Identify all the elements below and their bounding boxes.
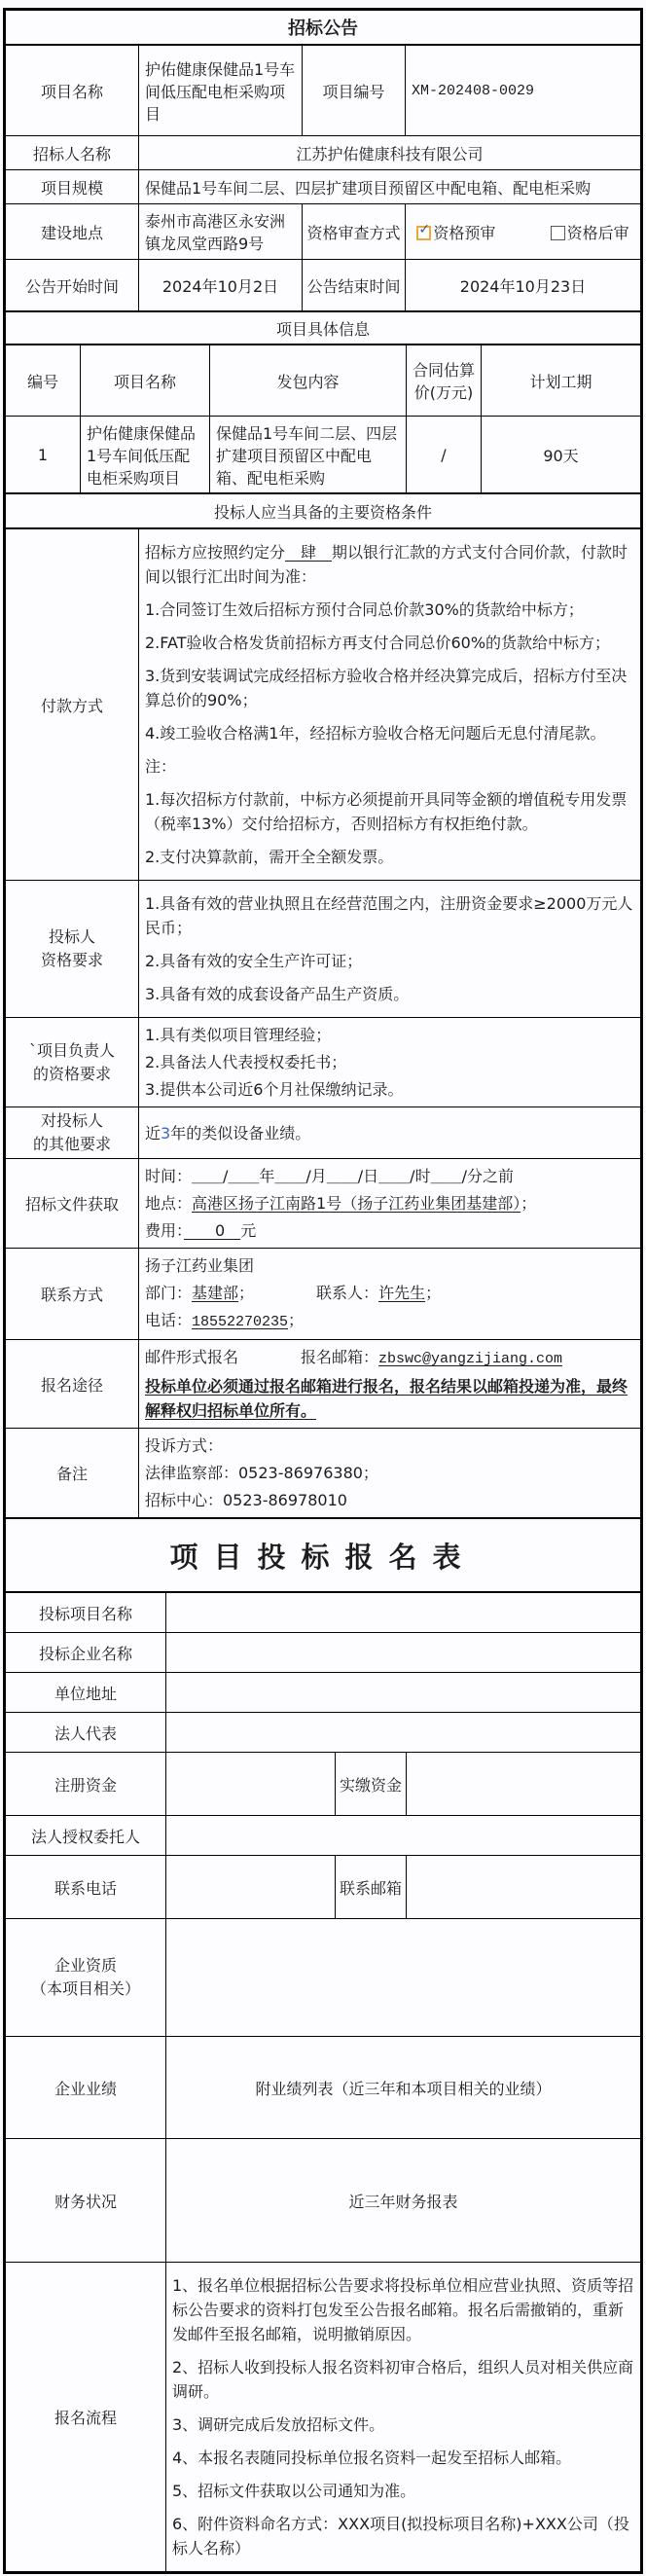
dept-value: 基建部 — [192, 1284, 239, 1302]
form-authorized-field — [166, 1816, 641, 1856]
project-name-label: 项目名称 — [6, 46, 139, 136]
text-line: 1.具有类似项目管理经验； — [145, 1026, 332, 1044]
form-finance-value: 近三年财务报表 — [166, 2139, 641, 2263]
end-time-label: 公告结束时间 — [303, 260, 406, 311]
form-email-field — [407, 1856, 641, 1919]
form-title-table — [5, 1518, 641, 1592]
col-header-name: 项目名称 — [81, 345, 210, 417]
text-line: 2、招标人收到投标人报名资料初审合格后，组织人员对相关供应商调研。 — [172, 2358, 634, 2401]
text-line — [145, 1218, 634, 1243]
table-row — [6, 1713, 641, 1753]
title-table — [5, 10, 641, 45]
text-line: 2.具备法人代表授权委托书； — [145, 1053, 347, 1071]
manager-qualification-label — [6, 1018, 139, 1107]
label-line: 投标人 — [48, 927, 95, 946]
table-row — [6, 1816, 641, 1856]
doc-acquisition-label: 招标文件获取 — [6, 1159, 139, 1249]
payment-intro-prefix: 招标方应按照约定分 — [145, 543, 286, 562]
form-company-label: 投标企业名称 — [6, 1633, 166, 1673]
table-row — [6, 260, 641, 311]
address-value: 高港区扬子江南路1号（扬子江药业集团基建部） — [192, 1194, 521, 1213]
text-line: 3.货到安装调试完成经招标方验收合格并经决算完成后，招标方付至决算总价的90%； — [145, 667, 628, 709]
form-address-field — [166, 1673, 641, 1713]
text-line: 招标中心：0523-86978010 — [145, 1491, 347, 1509]
form-qualification-label — [6, 1919, 166, 2037]
table-header-row — [6, 345, 641, 417]
table-row — [6, 1919, 641, 2037]
form-finance-label: 财务状况 — [6, 2139, 166, 2263]
form-performance-label: 企业业绩 — [6, 2037, 166, 2139]
col-header-duration: 计划工期 — [482, 345, 641, 417]
separator: ； — [425, 1284, 442, 1302]
qualification-table — [5, 528, 641, 1518]
text-line — [145, 1121, 634, 1145]
start-time-value: 2024年10月2日 — [139, 260, 303, 311]
form-process-content — [166, 2263, 641, 2572]
table-row — [6, 170, 641, 204]
fee-suffix: 元 — [240, 1221, 257, 1240]
col-header-price: 合同估算价(万元) — [407, 345, 482, 417]
table-row — [6, 1593, 641, 1633]
row-price: / — [407, 417, 482, 493]
payment-intro-blank: 肆 — [285, 543, 333, 562]
table-row — [6, 881, 641, 1018]
text-line: 时间：＿＿/＿＿年＿＿/月＿＿/日＿＿/时＿＿/分之前 — [145, 1167, 514, 1185]
text-line — [145, 1191, 634, 1215]
form-email-label: 联系邮箱 — [336, 1856, 407, 1919]
table-row — [6, 204, 641, 260]
col-header-no: 编号 — [6, 345, 81, 417]
prequalification-label: 资格预审 — [433, 223, 496, 242]
scale-label: 项目规模 — [6, 170, 139, 204]
registration-mode: 邮件形式报名 — [145, 1348, 239, 1366]
tenderer-label: 招标人名称 — [6, 136, 139, 170]
text-line: 1.具备有效的营业执照且在经营范围之内，注册资金要求≥2000万元人民币； — [145, 894, 633, 937]
table-row — [6, 2139, 641, 2263]
fee-value: 0 — [184, 1221, 241, 1240]
registration-notice: 投标单位必须通过报名邮箱进行报名，报名结果以邮箱投递为准，最终解释权归招标单位所有。 — [145, 1377, 628, 1420]
text-line: 2.具备有效的安全生产许可证； — [145, 952, 363, 970]
bidder-qualification-label — [6, 881, 139, 1018]
row-name: 护佑健康保健品1号车间低压配电柜采购项目 — [81, 417, 210, 493]
form-title: 项目投标报名表 — [6, 1519, 641, 1592]
check-icon: ✓ — [418, 221, 431, 237]
text-line: 法律监察部：0523-86976380； — [145, 1464, 378, 1482]
label-line: （本项目相关） — [30, 1979, 140, 1998]
manager-qualification-content — [139, 1018, 641, 1107]
table-row — [6, 136, 641, 170]
qualification-banner: 投标人应当具备的主要资格条件 — [6, 494, 641, 528]
text-line: 1.合同签订生效后招标方预付合同总价款30%的货款给中标方； — [145, 600, 584, 619]
text-line: 3.具备有效的成套设备产品生产资质。 — [145, 985, 410, 1003]
registration-form-table — [5, 1592, 641, 2572]
row-no: 1 — [6, 417, 81, 493]
form-reg-capital-label: 注册资金 — [6, 1753, 166, 1816]
form-legal-rep-label: 法人代表 — [6, 1713, 166, 1753]
project-no-value: XM-202408-0029 — [406, 46, 641, 136]
text-line: 2.FAT验收合格发货前招标方再支付合同总价60%的货款给中标方； — [145, 634, 611, 652]
registration-path-label: 报名途径 — [6, 1340, 139, 1429]
text-line: 6、附件资料命名方式：XXX项目(拟投标项目名称)+XXX公司（投标人名称） — [172, 2515, 629, 2558]
contact-label: 联系方式 — [6, 1249, 139, 1340]
person-label: 联系人： — [316, 1284, 379, 1302]
other-suffix: 年的类似设备业绩。 — [170, 1123, 311, 1143]
end-time-value: 2024年10月23日 — [406, 260, 641, 311]
site-value: 泰州市高港区永安洲镇龙凤堂西路9号 — [139, 204, 303, 260]
label-line: 的资格要求 — [32, 1064, 111, 1083]
document-title: 招标公告 — [6, 11, 641, 45]
form-project-name-label: 投标项目名称 — [6, 1593, 166, 1633]
text-line — [145, 540, 634, 589]
dept-label: 部门： — [145, 1284, 193, 1302]
review-method-value — [406, 204, 641, 260]
payment-method-label: 付款方式 — [6, 529, 139, 881]
postqualification-label: 资格后审 — [566, 223, 629, 242]
phone-value: 18552270235 — [192, 1314, 289, 1330]
payment-intro-suffix: 期以银行汇款的方式支付合同价款，付款时间以银行汇出时间为准： — [145, 543, 628, 586]
start-time-label: 公告开始时间 — [6, 260, 139, 311]
email-label: 报名邮箱： — [301, 1348, 379, 1366]
table-row — [6, 1340, 641, 1429]
address-label: 地点： — [145, 1194, 193, 1213]
table-row — [6, 1159, 641, 1249]
text-line: 3、调研完成后发放招标文件。 — [172, 2415, 385, 2434]
text-line: 1.每次招标方付款前，中标方必须提前开具同等金额的增值税专用发票（税率13%）交付给招标方，否则招标方有权拒绝付款。 — [145, 790, 628, 833]
project-name-value: 护佑健康保健品1号车间低压配电柜采购项目 — [139, 46, 303, 136]
other-prefix: 近 — [145, 1123, 162, 1143]
other-requirements-label — [6, 1107, 139, 1159]
table-row — [6, 1107, 641, 1159]
text-line: 注： — [145, 757, 177, 776]
col-header-content: 发包内容 — [210, 345, 407, 417]
other-highlight-number: 3 — [161, 1123, 171, 1143]
project-no-label: 项目编号 — [303, 46, 406, 136]
text-line — [145, 1308, 634, 1334]
basic-info-table — [5, 45, 641, 311]
review-method-label: 资格审查方式 — [303, 204, 406, 260]
table-row — [6, 529, 641, 881]
text-line: 1、报名单位根据招标公告要求将投标单位相应营业执照、资质等招标公告要求的资料打包发至公告报名邮箱。报名后需撤销的，重新发邮件至报名邮箱，说明撤销原因。 — [172, 2276, 634, 2343]
qualification-banner-table — [5, 493, 641, 528]
text-line — [145, 1345, 634, 1371]
text-line: 投诉方式： — [145, 1436, 224, 1455]
label-line: 企业资质 — [54, 1956, 117, 1975]
postqualification-checkbox[interactable] — [551, 226, 565, 240]
table-row — [6, 1856, 641, 1919]
form-phone-field — [166, 1856, 336, 1919]
text-line: 3.提供本公司近6个月社保缴纳记录。 — [145, 1080, 404, 1099]
remark-content — [139, 1429, 641, 1518]
prequalification-checkbox[interactable] — [416, 221, 431, 240]
form-project-name-field — [166, 1593, 641, 1633]
table-row — [6, 417, 641, 493]
remark-label: 备注 — [6, 1429, 139, 1518]
text-line: 扬子江药业集团 — [145, 1256, 255, 1275]
form-paid-capital-field — [407, 1753, 641, 1816]
scale-value: 保健品1号车间二层、四层扩建项目预留区中配电箱、配电柜采购 — [139, 170, 641, 204]
form-company-field — [166, 1633, 641, 1673]
form-qualification-field — [166, 1919, 641, 2037]
tender-document — [3, 8, 643, 2574]
person-value: 许先生 — [378, 1284, 426, 1302]
text-line — [145, 1281, 634, 1305]
bidder-qualification-content — [139, 881, 641, 1018]
details-banner-table — [5, 311, 641, 345]
label-line: 资格要求 — [40, 951, 103, 969]
registration-path-content — [139, 1340, 641, 1429]
form-legal-rep-field — [166, 1713, 641, 1753]
table-row — [6, 46, 641, 136]
address-suffix: ； — [520, 1194, 537, 1213]
form-phone-label: 联系电话 — [6, 1856, 166, 1919]
text-line: 4.竣工验收合格满1年，经招标方验收合格无问题后无息付清尾款。 — [145, 724, 606, 743]
details-table — [5, 345, 641, 493]
table-row — [6, 1753, 641, 1816]
registration-email: zbswc@yangzijiang.com — [378, 1351, 563, 1367]
text-line: 5、招标文件获取以公司通知为准。 — [172, 2482, 416, 2500]
form-address-label: 单位地址 — [6, 1673, 166, 1713]
payment-method-content — [139, 529, 641, 881]
form-authorized-label: 法人授权委托人 — [6, 1816, 166, 1856]
contact-content — [139, 1249, 641, 1340]
phone-label: 电话： — [145, 1311, 193, 1329]
table-row — [6, 2037, 641, 2139]
label-line: 的其他要求 — [32, 1135, 111, 1153]
fee-label: 费用： — [145, 1221, 185, 1240]
text-line: 2.支付决算款前，需开全全额发票。 — [145, 848, 394, 866]
form-performance-value: 附业绩列表（近三年和本项目相关的业绩） — [166, 2037, 641, 2139]
form-process-label: 报名流程 — [6, 2263, 166, 2572]
form-reg-capital-field — [166, 1753, 336, 1816]
text-line: 4、本报名表随同投标单位报名资料一起发至招标人邮箱。 — [172, 2449, 572, 2467]
label-line: 对投标人 — [40, 1111, 103, 1130]
table-row — [6, 1673, 641, 1713]
table-row — [6, 1018, 641, 1107]
doc-acquisition-content — [139, 1159, 641, 1249]
separator: ； — [288, 1311, 305, 1329]
site-label: 建设地点 — [6, 204, 139, 260]
table-row — [6, 1429, 641, 1518]
form-paid-capital-label: 实缴资金 — [336, 1753, 407, 1816]
row-content: 保健品1号车间二层、四层扩建项目预留区中配电箱、配电柜采购 — [210, 417, 407, 493]
tenderer-value: 江苏护佑健康科技有限公司 — [139, 136, 641, 170]
separator: ； — [238, 1284, 255, 1302]
table-row — [6, 1249, 641, 1340]
other-requirements-content — [139, 1107, 641, 1159]
row-duration: 90天 — [482, 417, 641, 493]
details-banner: 项目具体信息 — [6, 312, 641, 345]
label-line: `项目负责人 — [28, 1040, 115, 1060]
table-row — [6, 1633, 641, 1673]
table-row — [6, 2263, 641, 2572]
